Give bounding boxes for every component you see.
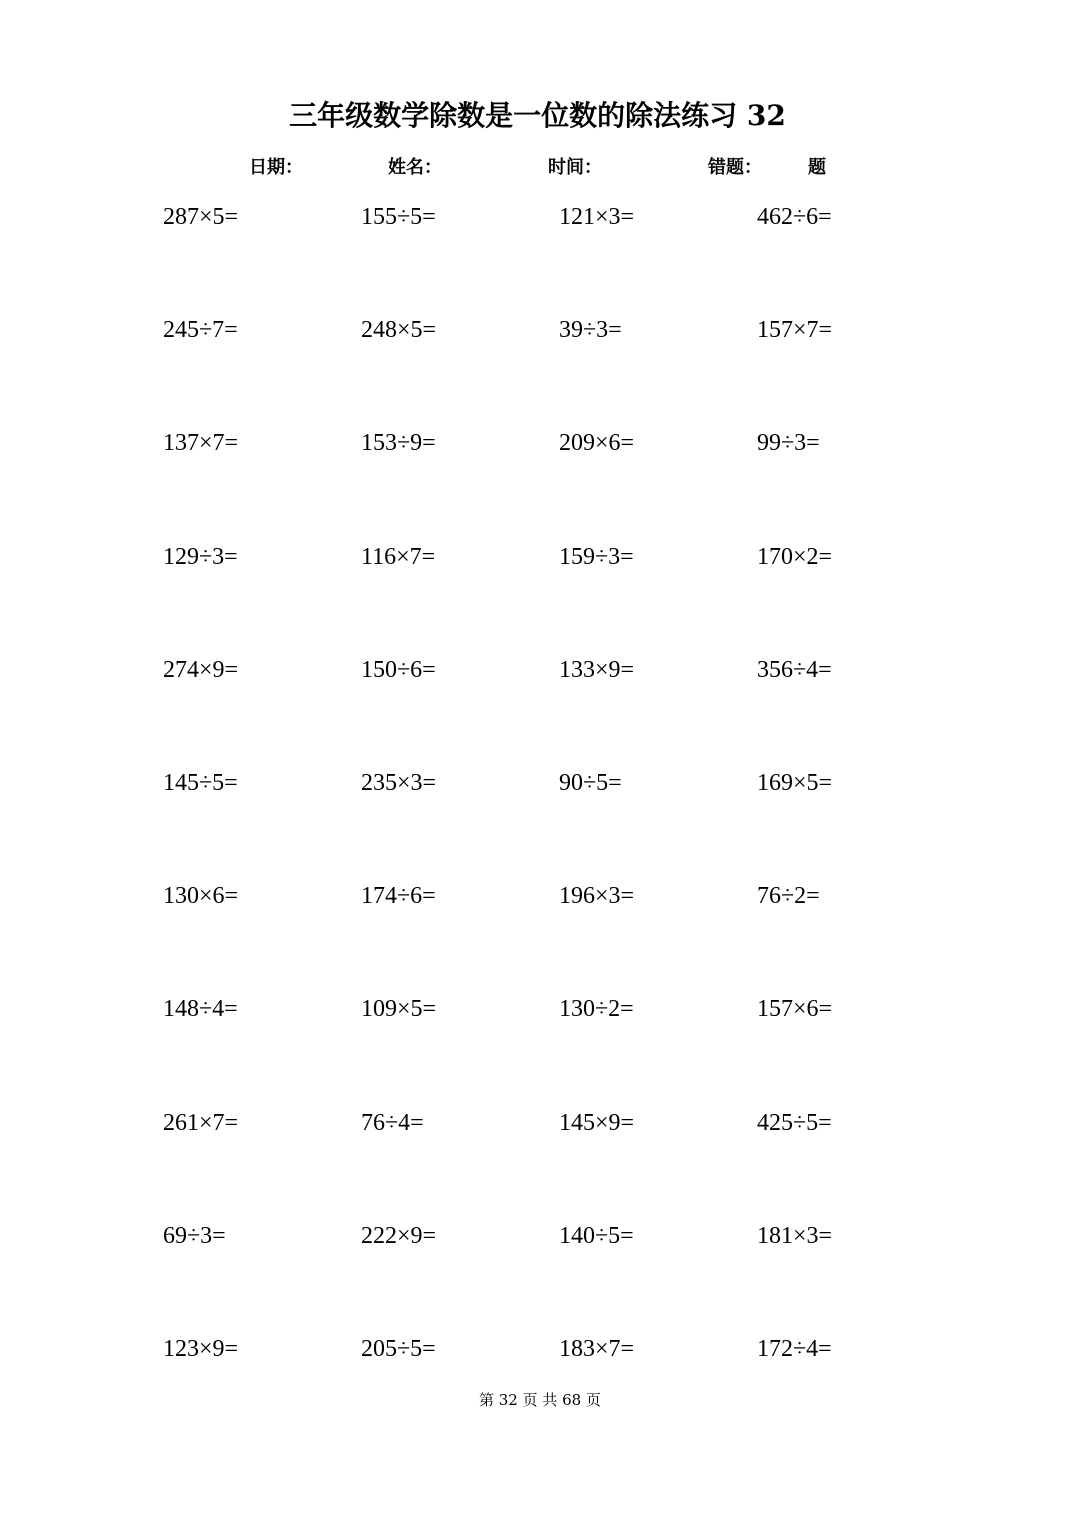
math-problem: 356÷4=: [757, 657, 832, 683]
math-problem: 116×7=: [361, 544, 436, 570]
math-problem: 245÷7=: [163, 317, 238, 343]
name-label: 姓名：: [388, 157, 442, 178]
math-problem: 222×9=: [361, 1223, 437, 1249]
math-problem: 274×9=: [163, 657, 239, 683]
math-problem: 209×6=: [559, 430, 635, 456]
math-problem: 235×3=: [361, 770, 437, 796]
math-problem: 261×7=: [163, 1110, 239, 1136]
page-title: 三年级数学除数是一位数的除法练习 32: [289, 99, 786, 132]
math-problem: 140÷5=: [559, 1223, 634, 1249]
page-footer: 第 32 页 共 68 页: [478, 1391, 601, 1409]
wrong-answers-label: 错题：: [708, 157, 762, 178]
math-problem: 145×9=: [559, 1110, 635, 1136]
math-problem: 99÷3=: [757, 430, 820, 456]
math-problem: 169×5=: [757, 770, 833, 796]
math-problem: 159÷3=: [559, 544, 634, 570]
math-problem: 109×5=: [361, 996, 437, 1022]
date-label: 日期：: [249, 157, 303, 178]
math-problem: 130×6=: [163, 883, 239, 909]
time-label: 时间：: [548, 157, 602, 178]
math-problem: 39÷3=: [559, 317, 622, 343]
math-problem: 129÷3=: [163, 544, 238, 570]
math-problem: 90÷5=: [559, 770, 622, 796]
wrong-answers-unit: 题: [808, 157, 826, 178]
math-problem: 148÷4=: [163, 996, 238, 1022]
math-problem: 462÷6=: [757, 204, 832, 230]
math-problem: 155÷5=: [361, 204, 436, 230]
math-problem: 183×7=: [559, 1336, 635, 1362]
math-problem: 123×9=: [163, 1336, 239, 1362]
math-problem: 196×3=: [559, 883, 635, 909]
math-problem: 425÷5=: [757, 1110, 832, 1136]
math-problem: 150÷6=: [361, 657, 436, 683]
math-problem: 172÷4=: [757, 1336, 832, 1362]
math-problem: 181×3=: [757, 1223, 833, 1249]
math-problem: 157×6=: [757, 996, 833, 1022]
math-problem: 121×3=: [559, 204, 635, 230]
math-problem: 157×7=: [757, 317, 833, 343]
math-problem: 69÷3=: [163, 1223, 226, 1249]
math-problem: 248×5=: [361, 317, 437, 343]
math-problem: 137×7=: [163, 430, 239, 456]
math-problem: 145÷5=: [163, 770, 238, 796]
math-problem: 205÷5=: [361, 1336, 436, 1362]
math-problem: 174÷6=: [361, 883, 436, 909]
math-problem: 287×5=: [163, 204, 239, 230]
math-problem: 170×2=: [757, 544, 833, 570]
math-problem: 133×9=: [559, 657, 635, 683]
math-problem: 153÷9=: [361, 430, 436, 456]
math-problem: 76÷4=: [361, 1110, 424, 1136]
math-problem: 130÷2=: [559, 996, 634, 1022]
math-problem: 76÷2=: [757, 883, 820, 909]
